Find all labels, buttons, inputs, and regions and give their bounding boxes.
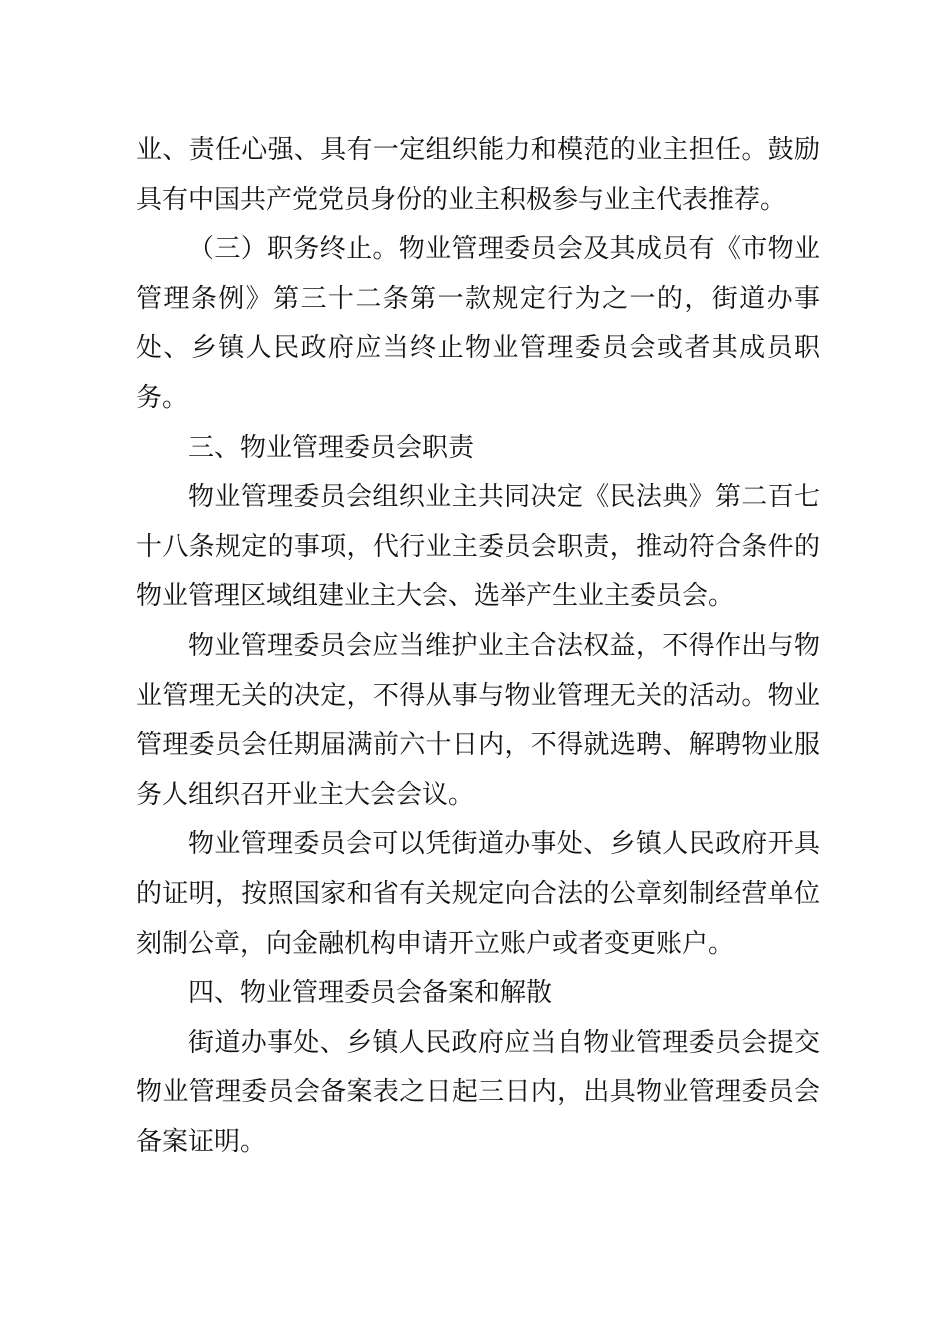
section-heading-filing: 四、物业管理委员会备案和解散 (188, 978, 553, 1009)
paragraph-duties-1: 物业管理委员会组织业主共同决定《民法典》第二百七十八条规定的事项，代行业主委员会职责，推动符合条件的物业管理区域组建业主大会、选举产生业主委员会。 (136, 482, 820, 612)
paragraph-duties-3: 物业管理委员会可以凭街道办事处、乡镇人民政府开具的证明，按照国家和省有关规定向合法的公章刻制经营单位刻制公章，向金融机构申请开立账户或者变更账户。 (136, 829, 820, 959)
document-body (136, 126, 820, 1167)
section-heading-duties: 三、物业管理委员会职责 (188, 432, 475, 463)
paragraph-filing-1: 街道办事处、乡镇人民政府应当自物业管理委员会提交物业管理委员会备案表之日起三日内，出具物业管理委员会备案证明。 (136, 1027, 820, 1157)
paragraph-term-ending: （三）职务终止。物业管理委员会及其成员有《市物业管理条例》第三十二条第一款规定行为之一的，街道办事处、乡镇人民政府应当终止物业管理委员会或者其成员职务。 (136, 234, 820, 413)
paragraph-continuation: 业、责任心强、具有一定组织能力和模范的业主担任。鼓励具有中国共产党党员身份的业主积极参与业主代表推荐。 (136, 135, 820, 215)
paragraph-duties-2: 物业管理委员会应当维护业主合法权益，不得作出与物业管理无关的决定，不得从事与物业管理无关的活动。物业管理委员会任期届满前六十日内，不得就选聘、解聘物业服务人组织召开业主大会会议。 (136, 630, 820, 810)
